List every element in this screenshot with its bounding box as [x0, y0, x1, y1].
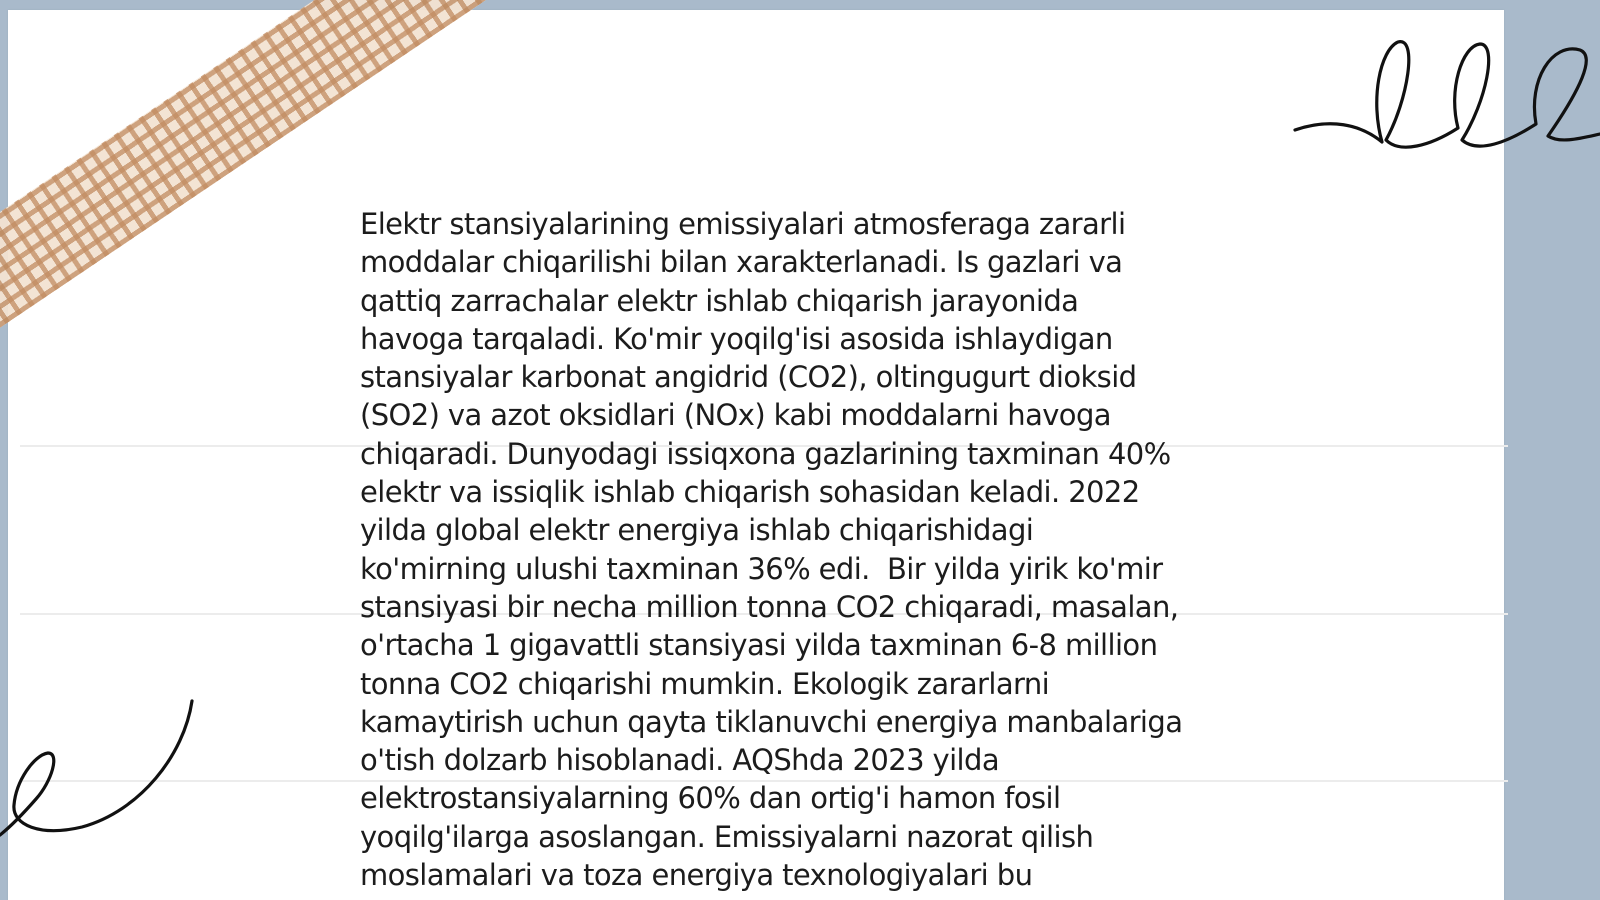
text-line: kamaytirish uchun qayta tiklanuvchi energiya manbalariga [360, 704, 1183, 739]
text-line: qattiq zarrachalar elektr ishlab chiqarish jarayonida [360, 283, 1079, 318]
body-paragraph [360, 205, 1260, 894]
text-line: elektrostansiyalarning 60% dan ortig'i hamon fosil [360, 781, 1061, 816]
text-line: havoga tarqaladi. Ko'mir yoqilg'isi asosida ishlaydigan [360, 321, 1113, 356]
text-line: yoqilg'ilarga asoslangan. Emissiyalarni nazorat qilish [360, 819, 1094, 854]
text-line: stansiyalar karbonat angidrid (CO2), oltingugurt dioksid [360, 360, 1137, 395]
text-line: elektr va issiqlik ishlab chiqarish sohasidan keladi. 2022 [360, 475, 1140, 510]
text-line: chiqaradi. Dunyodagi issiqxona gazlarining taxminan 40% [360, 436, 1171, 471]
text-line: o'tish dolzarb hisoblanadi. AQShda 2023 yilda [360, 743, 999, 778]
loop-scribble-icon [1290, 30, 1600, 170]
swirl-scribble-icon [0, 695, 200, 845]
text-line: moddalar chiqarilishi bilan xarakterlanadi. Is gazlari va [360, 245, 1123, 280]
text-line: ko'mirning ulushi taxminan 36% edi. Bir yilda yirik ko'mir [360, 551, 1163, 586]
text-line: (SO2) va azot oksidlari (NOx) kabi moddalarni havoga [360, 398, 1111, 433]
text-line: stansiyasi bir necha million tonna CO2 chiqaradi, masalan, [360, 589, 1179, 624]
text-line: Elektr stansiyalarining emissiyalari atmosferaga zararli [360, 207, 1126, 241]
text-line: tonna CO2 chiqarishi mumkin. Ekologik zararlarni [360, 666, 1050, 701]
text-line: moslamalari va toza energiya texnologiyalari bu [360, 858, 1033, 893]
text-line: o'rtacha 1 gigavattli stansiyasi yilda taxminan 6-8 million [360, 628, 1158, 663]
text-line: yilda global elektr energiya ishlab chiqarishidagi [360, 513, 1034, 548]
